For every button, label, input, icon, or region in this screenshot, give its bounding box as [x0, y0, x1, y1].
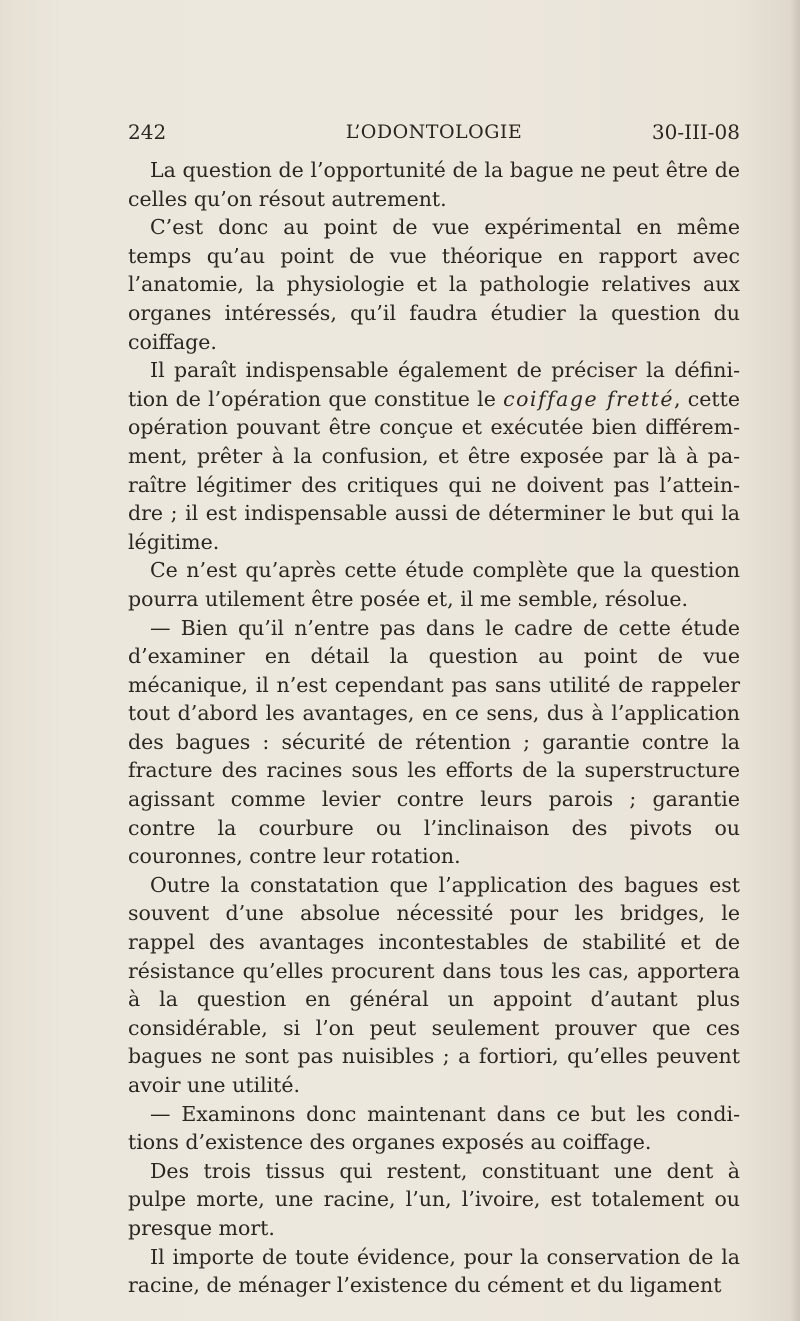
- body-text: [128, 156, 740, 1300]
- paragraph-8: Des trois tissus qui restent, constituant une dent à pulpe morte, une racine, l’un, l’ivoire, est totalement ou presque mort.: [128, 1158, 740, 1240]
- issue-date: 30-III-08: [651, 120, 740, 144]
- paragraph-2: C’est donc au point de vue expérimental en même temps qu’au point de vue théorique en rapport avec l’anatomie, la physiologie et la pathologie relatives aux organes intéressés, qu’il faudra étudier la question du coiffage.: [128, 215, 740, 354]
- paragraph-7: — Examinons donc maintenant dans ce but les conditions d’existence des organes exposés au coiffage.: [128, 1101, 740, 1155]
- paragraph-3: [128, 356, 740, 556]
- paragraph-5: — Bien qu’il n’entre pas dans le cadre de cette étude d’examiner en détail la question au point de vue mécanique, il n’est cependant pas sans utilité de rappeler tout d’abord les avantages, en ce sens, dus à l’application des bagues : sécurité de rétention ; garantie contre la fracture des racines sous les efforts de la superstructure agissant comme levier contre leurs parois ; garantie contre la courbure ou l’inclinaison des pivots ou couronnes, contre leur rotation.: [128, 615, 740, 869]
- paragraph-4: Ce n’est qu’après cette étude complète que la question pourra utilement être posée et, il me semble, résolue.: [128, 558, 740, 611]
- page-number: 242: [128, 120, 167, 144]
- italic-term: coiffage fretté: [503, 386, 675, 411]
- paragraph-3-text-after: , cette opération pouvant être conçue et exécutée bien différemment, prêter à la confusion, et être exposée par là à paraître légitimer des critiques qui ne doivent pas l’atteindre ; il est indispensable aussi de déterminer le but qui la légitime.: [128, 386, 740, 554]
- paragraph-9: Il importe de toute évidence, pour la conservation de la racine, de ménager l’existence du cément et du ligament: [128, 1244, 740, 1298]
- page-edge-shadow: [790, 0, 800, 1321]
- paragraph-3-text-before: Il paraît indispensable également de préciser la définition de l’opération que constitue le: [128, 358, 740, 411]
- journal-title: L’ODONTOLOGIE: [345, 121, 523, 143]
- paragraph-6: Outre la constatation que l’application des bagues est souvent d’une absolue nécessité pour les bridges, le rappel des avantages incontestables de stabilité et de résistance qu’elles procurent dans tous les cas, apportera à la question en général un appoint d’autant plus considérable, si l’on peut seulement prouver que ces bagues ne sont pas nuisibles ; a fortiori, qu’elles peuvent avoir une utilité.: [128, 872, 740, 1097]
- paragraph-1: La question de l’opportunité de la bague ne peut être de celles qu’on résout autrement.: [128, 158, 740, 211]
- running-head: [128, 118, 740, 146]
